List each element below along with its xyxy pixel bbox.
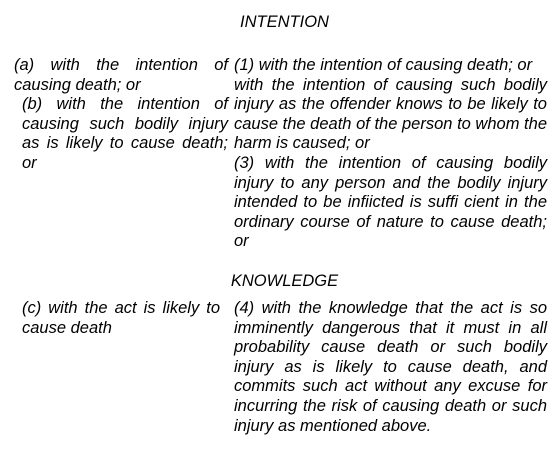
clause-4: (4) with the knowledge that the act is so imminently dangerous that it must in all probability cause death or such bodily injury as is likely to cause death, and commits such act without any excuse for incurring the risk of causing death or such injury as mentioned above. xyxy=(234,299,547,435)
clause-2: with the intention of causing such bodily injury as the offender knows to be likely to cause the death of the person to whom the harm is caused; or xyxy=(234,75,547,153)
intention-heading: INTENTION xyxy=(240,13,329,31)
clause-3: (3) with the intention of causing bodily injury to any person and the bodily injury intended to be infiicted is suffi cient in the ordinary course of nature to cause death; or xyxy=(234,153,547,251)
knowledge-heading: KNOWLEDGE xyxy=(230,272,339,290)
clause-1: (1) with the intention of causing death; or xyxy=(234,56,533,74)
intention-right-column xyxy=(234,56,547,252)
clause-c: (c) with the act is likely to cause death xyxy=(22,299,220,337)
clause-a: (a) with the intention of causing death; or xyxy=(14,56,228,94)
knowledge-left-column xyxy=(22,299,220,338)
clause-b: (b) with the intention of causing such bodily injury as is likely to cause death; or xyxy=(22,95,228,172)
knowledge-right-column xyxy=(234,299,547,436)
intention-left-column xyxy=(14,56,228,174)
